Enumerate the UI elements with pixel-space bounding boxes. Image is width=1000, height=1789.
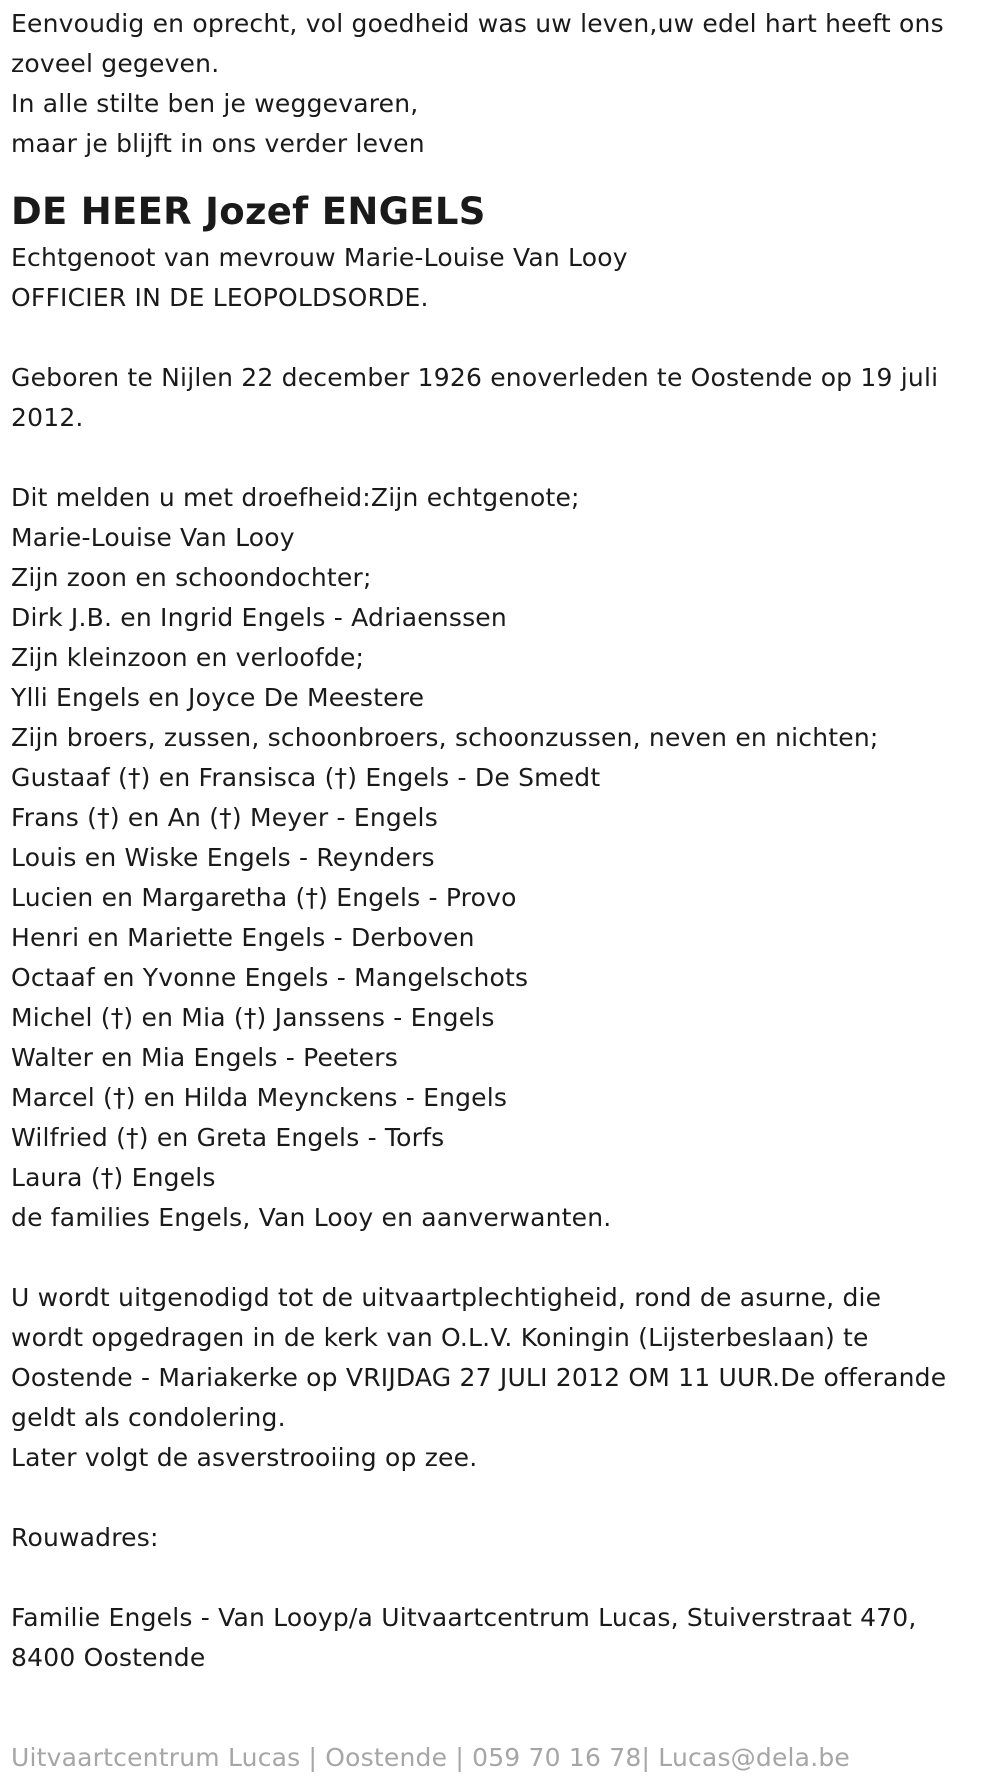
- ceremony-line: U wordt uitgenodigd tot de uitvaartplechtigheid, rond de asurne, die: [11, 1283, 882, 1312]
- address-section: [11, 1598, 1000, 1678]
- family-line: Frans (†) en An (†) Meyer - Engels: [11, 803, 438, 832]
- ceremony-line: Oostende - Mariakerke op VRIJDAG 27 JULI 2012 OM 11 UUR.De offerande: [11, 1363, 947, 1392]
- family-line: Wilfried (†) en Greta Engels - Torfs: [11, 1123, 445, 1152]
- birth-death-section: [11, 358, 1000, 438]
- spacer: [11, 1238, 1000, 1278]
- family-line: Gustaaf (†) en Fransisca (†) Engels - De Smedt: [11, 763, 601, 792]
- family-line: Marcel (†) en Hilda Meynckens - Engels: [11, 1083, 508, 1112]
- spacer: [11, 1558, 1000, 1598]
- family-list: [11, 478, 1000, 1238]
- ceremony-line: geldt als condolering.: [11, 1403, 286, 1432]
- spacer: [11, 1478, 1000, 1518]
- family-line: Laura (†) Engels: [11, 1163, 216, 1192]
- spouse-line: Echtgenoot van mevrouw Marie-Louise Van Looy: [11, 243, 628, 272]
- poem-line: maar je blijft in ons verder leven: [11, 129, 425, 158]
- family-line: Michel (†) en Mia (†) Janssens - Engels: [11, 1003, 495, 1032]
- poem-line: Eenvoudig en oprecht, vol goedheid was uw leven,uw edel hart heeft ons: [11, 9, 944, 38]
- address-line: 8400 Oostende: [11, 1643, 206, 1672]
- birth-death-line: 2012.: [11, 403, 84, 432]
- poem-line: In alle stilte ben je weggevaren,: [11, 89, 419, 118]
- family-line: Lucien en Margaretha (†) Engels - Provo: [11, 883, 517, 912]
- ceremony-line: wordt opgedragen in de kerk van O.L.V. Koningin (Lijsterbeslaan) te: [11, 1323, 869, 1352]
- family-line: Zijn kleinzoon en verloofde;: [11, 643, 365, 672]
- family-line: Louis en Wiske Engels - Reynders: [11, 843, 435, 872]
- birth-death-line: Geboren te Nijlen 22 december 1926 enoverleden te Oostende op 19 juli: [11, 363, 939, 392]
- family-line: Ylli Engels en Joyce De Meestere: [11, 683, 425, 712]
- poem-line: zoveel gegeven.: [11, 49, 220, 78]
- poem: [11, 4, 1000, 164]
- family-line: Henri en Mariette Engels - Derboven: [11, 923, 475, 952]
- title-line: OFFICIER IN DE LEOPOLDSORDE.: [11, 283, 429, 312]
- spacer: [11, 318, 1000, 358]
- rouwadres-label: Rouwadres:: [11, 1523, 159, 1552]
- family-line: de families Engels, Van Looy en aanverwanten.: [11, 1203, 612, 1232]
- spacer: [11, 438, 1000, 478]
- deceased-name: DE HEER Jozef ENGELS: [11, 190, 486, 233]
- funeral-home-footer: Uitvaartcentrum Lucas | Oostende | 059 70 16 78| Lucas@dela.be: [11, 1743, 850, 1772]
- family-line: Zijn broers, zussen, schoonbroers, schoonzussen, neven en nichten;: [11, 723, 879, 752]
- address-line: Familie Engels - Van Looyp/a Uitvaartcentrum Lucas, Stuiverstraat 470,: [11, 1603, 917, 1632]
- ceremony-line: Later volgt de asverstrooiing op zee.: [11, 1443, 478, 1472]
- family-line: Zijn zoon en schoondochter;: [11, 563, 372, 592]
- family-line: Dit melden u met droefheid:Zijn echtgenote;: [11, 483, 580, 512]
- family-line: Walter en Mia Engels - Peeters: [11, 1043, 398, 1072]
- ceremony-section: [11, 1278, 1000, 1478]
- family-line: Octaaf en Yvonne Engels - Mangelschots: [11, 963, 529, 992]
- family-line: Dirk J.B. en Ingrid Engels - Adriaenssen: [11, 603, 507, 632]
- family-line: Marie-Louise Van Looy: [11, 523, 295, 552]
